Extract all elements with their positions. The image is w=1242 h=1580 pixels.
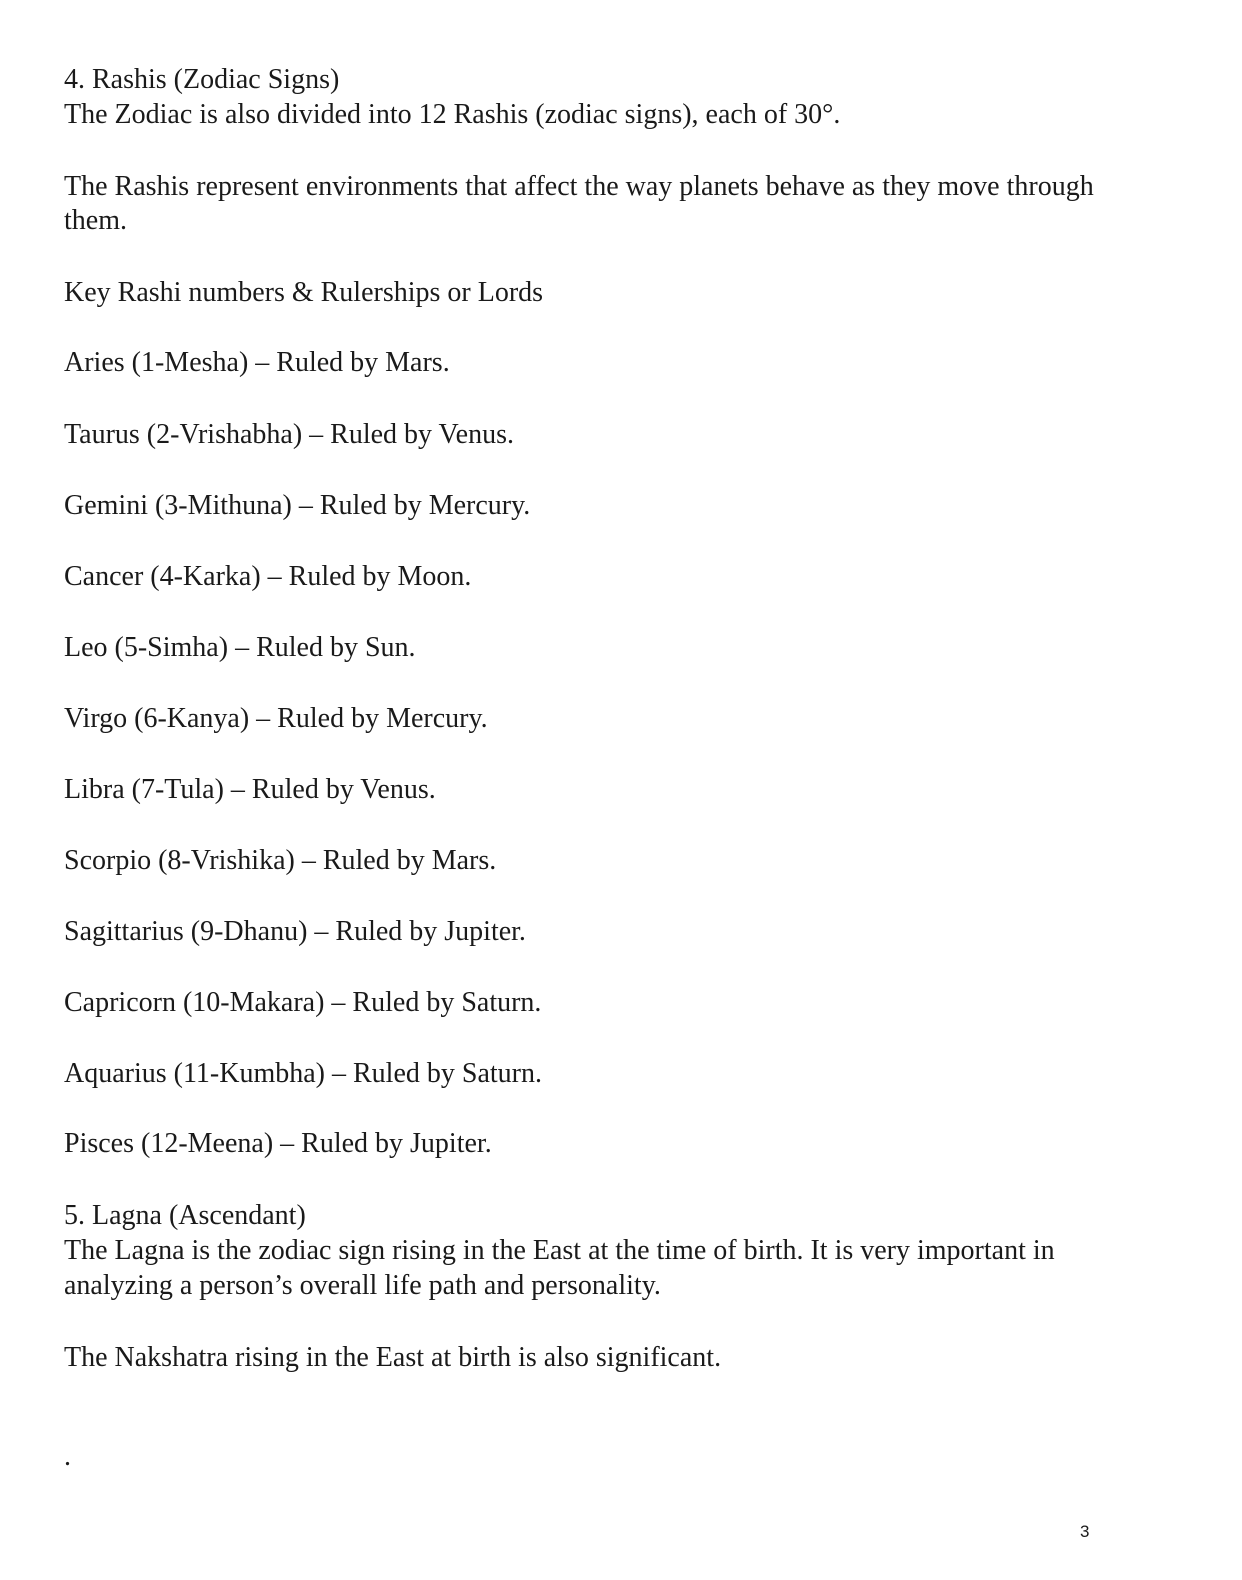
section-4-heading: 4. Rashis (Zodiac Signs)	[64, 64, 340, 95]
lagna-paragraph-line-1: The Lagna is the zodiac sign rising in the East at the time of birth. It is very important in	[64, 1235, 1055, 1266]
rashi-item-cancer: Cancer (4-Karka) – Ruled by Moon.	[64, 561, 472, 592]
rashi-item-gemini: Gemini (3-Mithuna) – Ruled by Mercury.	[64, 490, 531, 521]
lagna-paragraph-line-2: analyzing a person’s overall life path and personality.	[64, 1270, 661, 1301]
rashi-item-capricorn: Capricorn (10-Makara) – Ruled by Saturn.	[64, 987, 542, 1018]
rashi-item-taurus: Taurus (2-Vrishabha) – Ruled by Venus.	[64, 419, 514, 450]
rashi-item-aquarius: Aquarius (11-Kumbha) – Ruled by Saturn.	[64, 1058, 542, 1089]
rashi-list-title: Key Rashi numbers & Rulerships or Lords	[64, 277, 544, 308]
section-4-intro: The Zodiac is also divided into 12 Rashis (zodiac signs), each of 30°.	[64, 99, 841, 130]
nakshatra-note: The Nakshatra rising in the East at birth is also significant.	[64, 1342, 722, 1373]
page-number: 3	[1080, 1522, 1090, 1541]
rashis-paragraph-line-2: them.	[64, 205, 127, 236]
rashi-item-aries: Aries (1-Mesha) – Ruled by Mars.	[64, 347, 450, 378]
stray-period-mark: .	[64, 1441, 71, 1472]
rashi-item-pisces: Pisces (12-Meena) – Ruled by Jupiter.	[64, 1128, 492, 1159]
rashi-item-libra: Libra (7-Tula) – Ruled by Venus.	[64, 774, 436, 805]
rashi-item-sagittarius: Sagittarius (9-Dhanu) – Ruled by Jupiter.	[64, 916, 526, 947]
rashi-item-virgo: Virgo (6-Kanya) – Ruled by Mercury.	[64, 703, 488, 734]
section-5-heading: 5. Lagna (Ascendant)	[64, 1200, 306, 1231]
rashi-item-leo: Leo (5-Simha) – Ruled by Sun.	[64, 632, 416, 663]
rashi-item-scorpio: Scorpio (8-Vrishika) – Ruled by Mars.	[64, 845, 497, 876]
rashis-paragraph-line-1: The Rashis represent environments that affect the way planets behave as they move through	[64, 171, 1094, 202]
